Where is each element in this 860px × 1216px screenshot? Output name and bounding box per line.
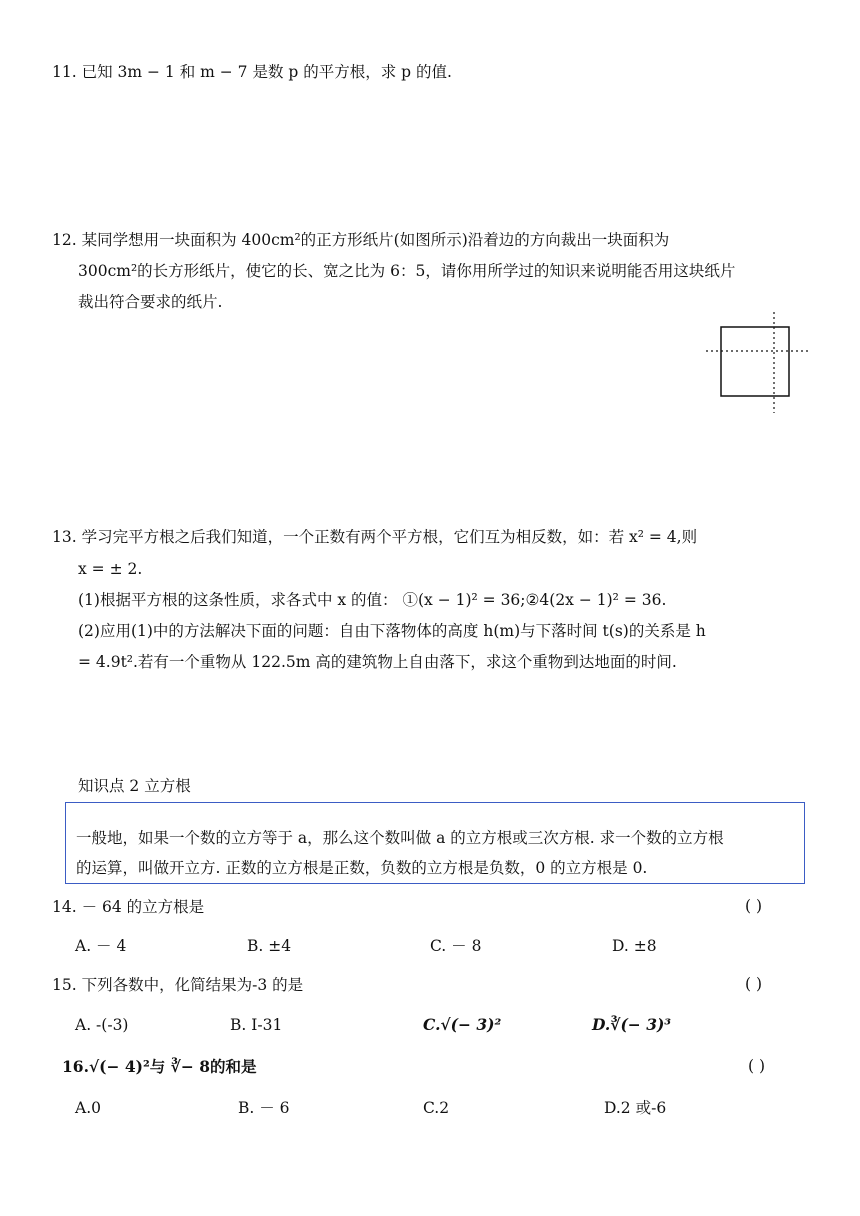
question-13-part-2-line-1: (2)应用(1)中的方法解决下面的问题：自由下落物体的高度 h(m)与下落时间 t(s)的关系是 h — [78, 622, 706, 640]
section-title: 知识点 2 立方根 — [78, 777, 191, 795]
question-15-option-b: B. Ⅰ-31 — [230, 1016, 283, 1034]
question-14-option-b: B. ±4 — [247, 937, 292, 955]
question-13-part-1: (1)根据平方根的这条性质，求各式中 x 的值： ①(x − 1)² = 36;②4(2x − 1)² = 36. — [78, 591, 667, 609]
definition-line-2: 的运算，叫做开立方. 正数的立方根是正数，负数的立方根是负数，0 的立方根是 0. — [76, 859, 648, 877]
question-14-option-d: D. ±8 — [612, 937, 657, 955]
square-outline — [721, 327, 789, 396]
question-12-line-1: 12. 某同学想用一块面积为 400cm²的正方形纸片(如图所示)沿着边的方向裁出一块面积为 — [52, 231, 670, 249]
question-12-line-2: 300cm²的长方形纸片，使它的长、宽之比为 6：5，请你用所学过的知识来说明能否用这块纸片 — [78, 262, 736, 280]
square-paper-figure — [700, 310, 810, 415]
question-13-line-2: x = ± 2. — [78, 560, 143, 578]
question-13-part-2-line-2: = 4.9t².若有一个重物从 122.5m 高的建筑物上自由落下，求这个重物到达地面的时间. — [78, 653, 677, 671]
question-14-option-a: A. － 4 — [75, 937, 127, 955]
question-16-stem: 16.√(− 4)²与 ∛− 8的和是 — [62, 1057, 257, 1076]
question-11: 11. 已知 3m − 1 和 m − 7 是数 p 的平方根，求 p 的值. — [52, 63, 452, 81]
question-16-option-c: C.2 — [423, 1099, 450, 1117]
question-13-line-1: 13. 学习完平方根之后我们知道，一个正数有两个平方根，它们互为相反数，如：若 x² = 4,则 — [52, 528, 698, 546]
question-16-option-a: A.0 — [75, 1099, 101, 1117]
question-16-option-b: B. － 6 — [238, 1099, 290, 1117]
question-15-option-a: A. -(-3) — [75, 1016, 129, 1034]
question-15-option-c: C.√(− 3)² — [423, 1015, 502, 1034]
question-14-option-c: C. － 8 — [430, 937, 482, 955]
question-16-option-d: D.2 或-6 — [604, 1099, 667, 1117]
question-15-answer-blank: ( ) — [745, 975, 763, 993]
question-15-stem: 15. 下列各数中，化简结果为-3 的是 — [52, 976, 304, 994]
question-12-line-3: 裁出符合要求的纸片. — [78, 293, 223, 311]
question-14-answer-blank: ( ) — [745, 897, 763, 915]
question-16-answer-blank: ( ) — [748, 1057, 766, 1075]
definition-line-1: 一般地，如果一个数的立方等于 a，那么这个数叫做 a 的立方根或三次方根. 求一个数的立方根 — [76, 829, 724, 847]
question-14-stem: 14. － 64 的立方根是 — [52, 898, 205, 916]
question-15-option-d: D.∛(− 3)³ — [592, 1015, 672, 1034]
